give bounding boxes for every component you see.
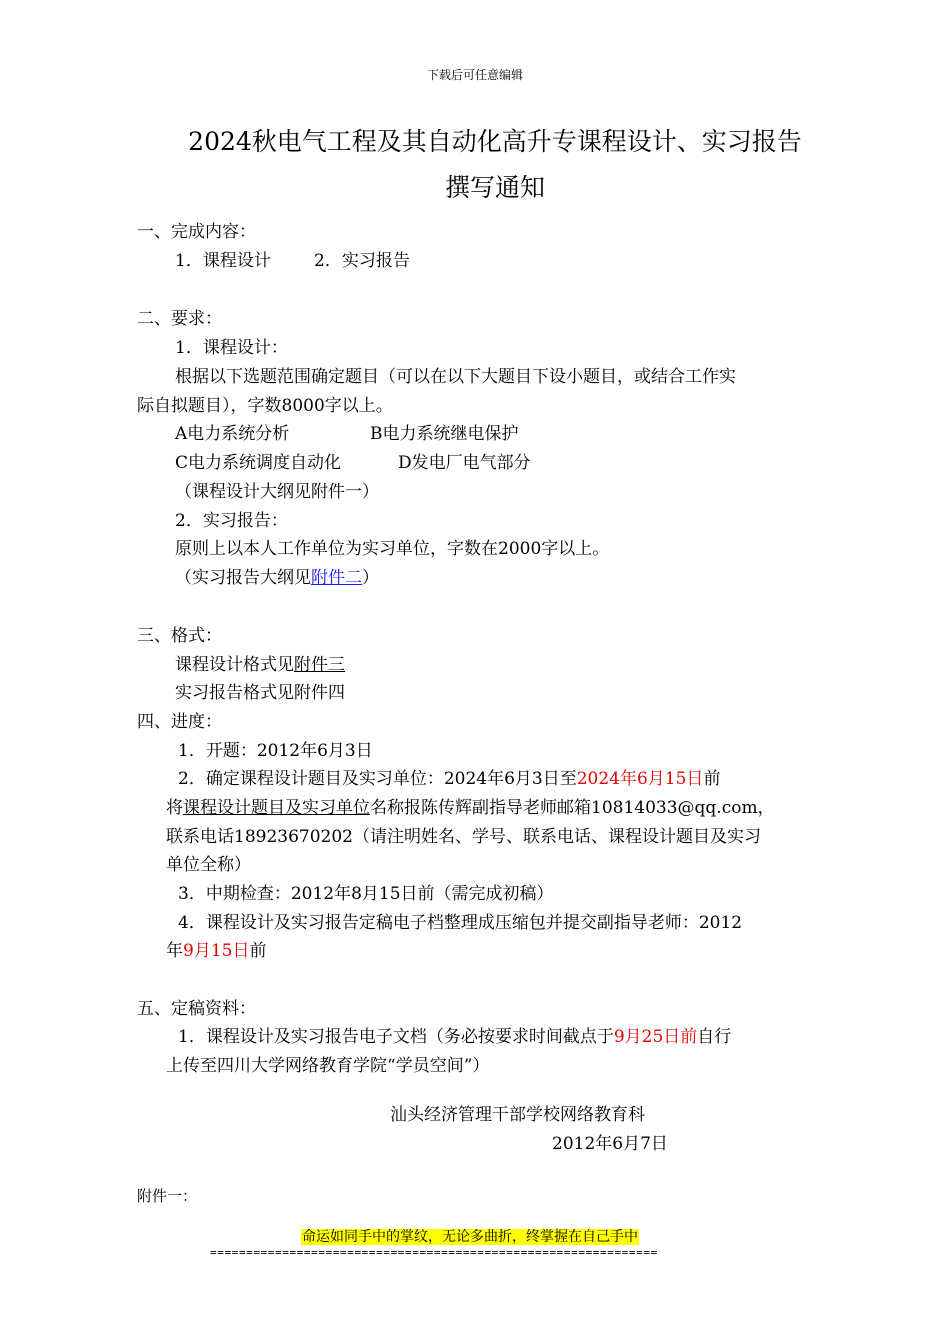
section2-sub1: 1．课程设计：	[175, 338, 288, 358]
section5-item1-pre: 1．课程设计及实习报告电子文档（务必按要求时间截点于	[178, 1027, 614, 1047]
section4-item1: 1．开题：2012年6月3日	[178, 741, 373, 761]
footer-rule: ==============================================================	[210, 1246, 658, 1259]
upload-deadline: 9月25日前	[613, 1027, 698, 1047]
section1-item1: 1．课程设计	[175, 251, 271, 271]
section2-para1-line2: 际自拟题目），字数8000字以上。	[137, 396, 393, 416]
signature-org: 汕头经济管理干部学校网络教育科	[390, 1105, 645, 1125]
section2-heading: 二、要求：	[137, 309, 222, 329]
appendix3-link[interactable]: 附件三	[294, 655, 345, 675]
section2-para2: 原则上以本人工作单位为实习单位，字数在2000字以上。	[175, 539, 610, 559]
section1-item2: 2．实习报告	[314, 251, 410, 271]
section5-item1-post: 自行	[697, 1027, 732, 1047]
section3-line1	[175, 654, 345, 676]
section4-item3: 3．中期检查：2012年8月15日前（需完成初稿）	[178, 884, 554, 904]
section4-item2-l2-post: 名称报陈传辉副指导老师邮箱10814033@qq.com，	[370, 798, 775, 818]
topic-a: A电力系统分析	[175, 424, 290, 444]
section4-item4-l2-pre: 年	[166, 941, 183, 961]
document-title-line2: 撰写通知	[444, 173, 545, 202]
section1-heading: 一、完成内容：	[137, 222, 256, 242]
section4-item2-pre: 2．确定课程设计题目及实习单位：2024年6月3日至	[178, 769, 577, 789]
document-title: 2024秋电气工程及其自动化高升专课程设计、实习报告	[188, 127, 802, 156]
topic-c: C电力系统调度自动化	[175, 453, 342, 473]
signature-date: 2012年6月7日	[552, 1134, 668, 1154]
section5-item1-line2: 上传至四川大学网络教育学院“学员空间”）	[166, 1056, 490, 1076]
deadline-date: 2024年6月15日	[576, 769, 704, 789]
header-note: 下载后可任意编辑	[426, 68, 523, 82]
section5-item1	[178, 1026, 731, 1048]
section4-item2-line3: 联系电话18923670202（请注明姓名、学号、联系电话、课程设计题目及实习	[166, 827, 761, 847]
submit-deadline: 9月15日	[183, 941, 250, 961]
outline2-note	[175, 567, 379, 589]
section4-item4-line2	[166, 940, 266, 962]
section3-line1-pre: 课程设计格式见	[175, 655, 294, 675]
section4-item2	[178, 768, 720, 790]
section2-para1-line1: 根据以下选题范围确定题目（可以在以下大题目下设小题目，或结合工作实	[175, 367, 736, 387]
section3-heading: 三、格式：	[137, 626, 222, 646]
section4-item2-line2	[166, 797, 775, 819]
section4-item2-line4: 单位全称）	[166, 855, 251, 875]
appendix-label: 附件一：	[137, 1187, 198, 1205]
section4-item4: 4．课程设计及实习报告定稿电子档整理成压缩包并提交副指导老师：2012	[178, 913, 743, 933]
section4-item2-l2-pre: 将	[166, 798, 183, 818]
appendix2-link[interactable]: 附件二	[311, 568, 362, 588]
section5-heading: 五、定稿资料：	[137, 999, 256, 1019]
section4-item2-post: 前	[703, 769, 721, 789]
footer-motto	[0, 1226, 940, 1246]
topic-d: D发电厂电气部分	[398, 453, 531, 473]
outline2-pre: （实习报告大纲见	[175, 568, 311, 588]
topic-b: B电力系统继电保护	[370, 424, 519, 444]
section3-line2: 实习报告格式见附件四	[175, 683, 345, 703]
footer-motto-text: 命运如同手中的掌纹，无论多曲折，终掌握在自己手中	[302, 1229, 638, 1245]
outline1-note: （课程设计大纲见附件一）	[175, 482, 379, 502]
section4-heading: 四、进度：	[137, 712, 222, 732]
section2-sub2: 2．实习报告：	[175, 511, 288, 531]
outline2-post: ）	[362, 568, 379, 588]
section4-item4-l2-post: 前	[249, 941, 267, 961]
topic-unit-underlined: 课程设计题目及实习单位	[183, 798, 370, 818]
